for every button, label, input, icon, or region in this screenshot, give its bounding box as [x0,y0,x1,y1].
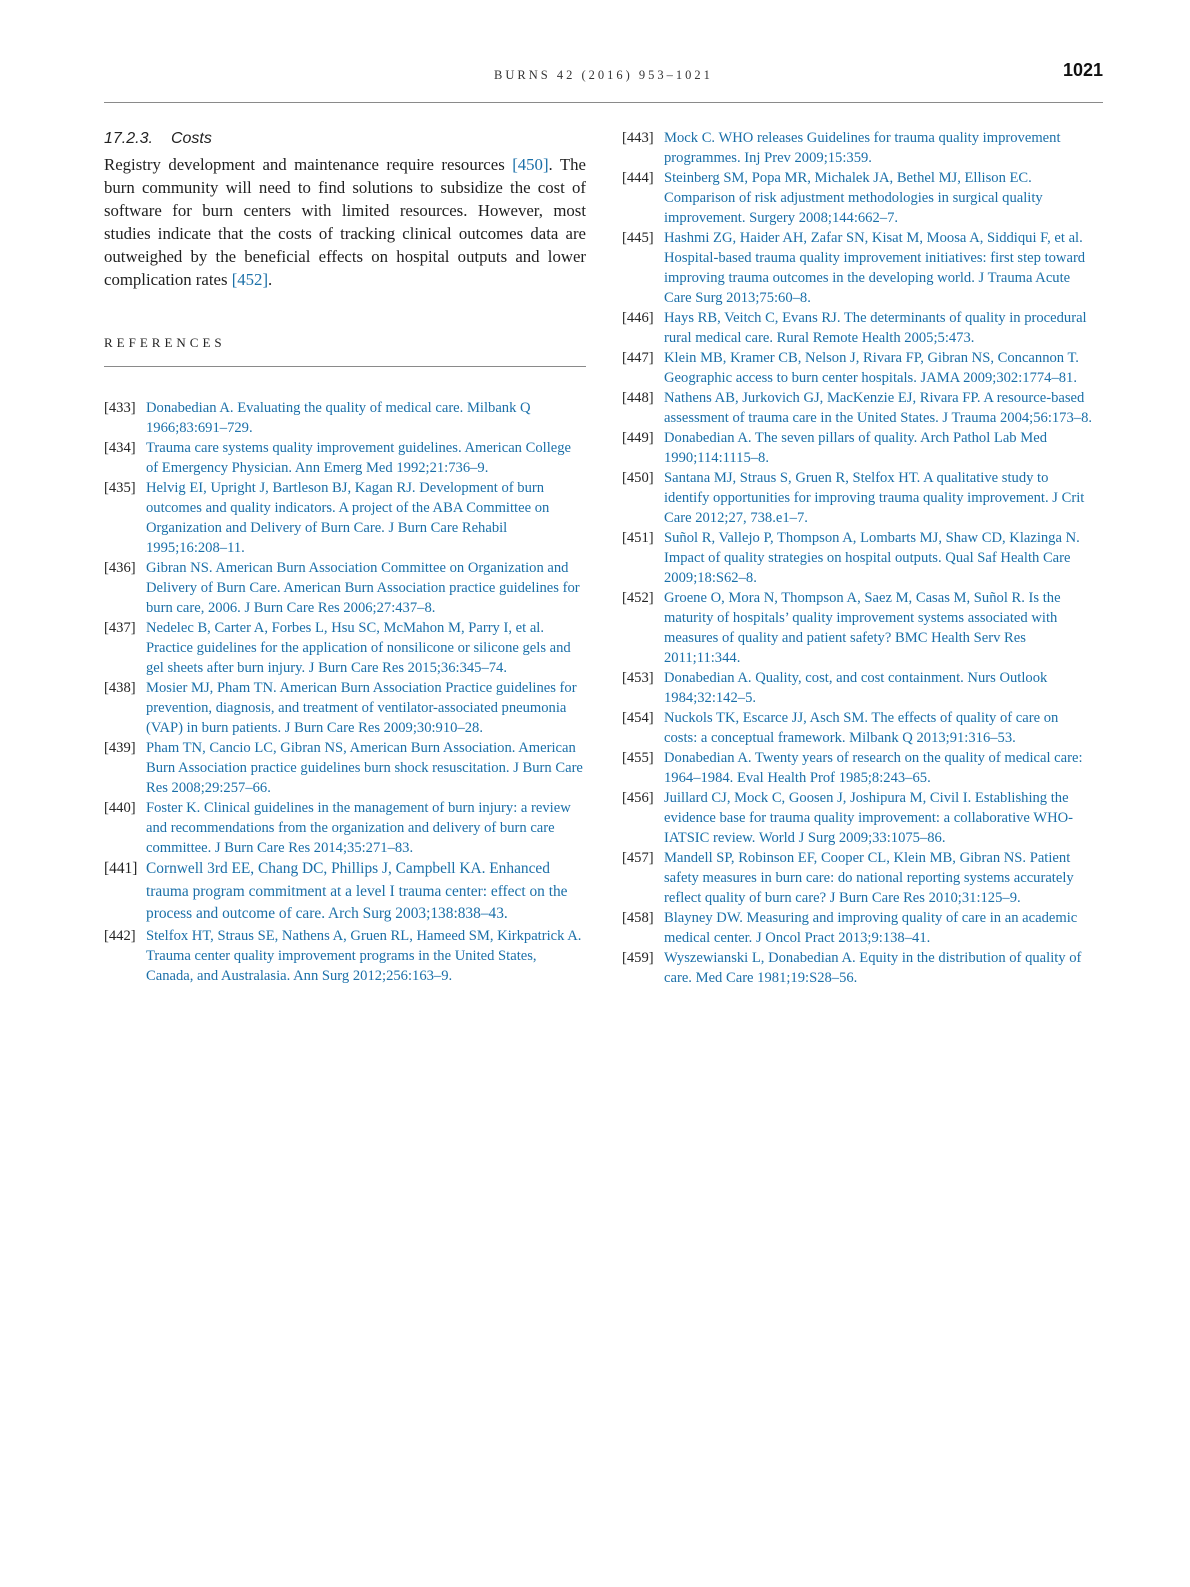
reference-link[interactable]: Steinberg SM, Popa MR, Michalek JA, Bethel MJ, Ellison EC. Comparison of risk adjustment methodologies in surgical quality improvement. Surgery 2008;144:662–7. [664,170,1043,226]
reference-number: [458] [622,910,654,926]
reference-item [622,848,1095,908]
section-title: Costs [170,130,212,147]
paragraph-text: . [268,270,273,289]
reference-number: [456] [622,790,654,806]
reference-number: [449] [622,430,654,446]
reference-item [104,478,586,558]
reference-item [622,388,1095,428]
reference-link[interactable]: Mandell SP, Robinson EF, Cooper CL, Klein MB, Gibran NS. Patient safety measures in burn care: do national reporting systems accurately reflect quality of burn care? J Burn Care Res 2010;31:125–9. [664,850,1074,906]
journal-running-head: BURNS 42 (2016) 953–1021 [494,68,713,82]
reference-item [104,398,586,438]
reference-item [104,558,586,618]
reference-number: [450] [622,470,654,486]
right-column [622,128,1095,988]
reference-link[interactable]: Suñol R, Vallejo P, Thompson A, Lombarts MJ, Shaw CD, Klazinga N. Impact of quality strategies on hospital outputs. Qual Saf Health Care 2009;18:S62–8. [664,530,1080,586]
reference-item [622,528,1095,588]
section-number: 17.2.3. [104,130,153,147]
reference-link[interactable]: Gibran NS. American Burn Association Committee on Organization and Delivery of Burn Care. American Burn Association practice guidelines for burn care, 2006. J Burn Care Res 2006;27:437–8. [146,560,580,616]
reference-item [622,788,1095,848]
reference-number: [457] [622,850,654,866]
reference-item [622,348,1095,388]
reference-link[interactable]: Donabedian A. Twenty years of research on the quality of medical care: 1964–1984. Eval Health Prof 1985;8:243–65. [664,750,1083,786]
paragraph-text: . The burn community will need to find solutions to subsidize the cost of software for burn centers with limited resources. However, most studies indicate that the costs of tracking clinical outcomes data are outweighed by the beneficial effects on hospital outputs and lower complication rates [104,155,586,289]
reference-number: [445] [622,230,654,246]
reference-number: [434] [104,440,136,456]
reference-number: [446] [622,310,654,326]
reference-item [622,128,1095,168]
reference-item [622,308,1095,348]
reference-number: [448] [622,390,654,406]
reference-link[interactable]: Hays RB, Veitch C, Evans RJ. The determinants of quality in procedural rural medical care. Rural Remote Health 2005;5:473. [664,310,1087,346]
reference-item [622,668,1095,708]
reference-number: [438] [104,680,136,696]
reference-number: [444] [622,170,654,186]
reference-number: [441] [104,860,138,877]
section-paragraph [104,153,586,291]
citation-link[interactable]: [452] [231,270,269,289]
reference-number: [436] [104,560,136,576]
reference-link[interactable]: Pham TN, Cancio LC, Gibran NS, American Burn Association. American Burn Association practice guidelines burn shock resuscitation. J Burn Care Res 2008;29:257–66. [146,740,583,796]
reference-number: [437] [104,620,136,636]
reference-link[interactable]: Nathens AB, Jurkovich GJ, MacKenzie EJ, Rivara FP. A resource-based assessment of trauma care in the United States. J Trauma 2004;56:173–8. [664,390,1093,426]
reference-link[interactable]: Nedelec B, Carter A, Forbes L, Hsu SC, McMahon M, Parry I, et al. Practice guidelines for the application of nonsilicone or silicone gels and gel sheets after burn injury. J Burn Care Res 2015;36:345–74. [146,620,571,676]
reference-link[interactable]: Donabedian A. Evaluating the quality of medical care. Milbank Q 1966;83:691–729. [146,400,531,436]
reference-item [622,588,1095,668]
reference-number: [452] [622,590,654,606]
reference-link[interactable]: Stelfox HT, Straus SE, Nathens A, Gruen RL, Hameed SM, Kirkpatrick A. Trauma center quality improvement programs in the United States, Canada, and Australasia. Ann Surg 2012;256:163–9. [146,927,582,984]
reference-item [104,618,586,678]
reference-number: [453] [622,670,654,686]
reference-item [104,798,586,858]
reference-number: [433] [104,400,136,416]
reference-link[interactable]: Donabedian A. The seven pillars of quality. Arch Pathol Lab Med 1990;114:1115–8. [664,430,1047,466]
reference-link[interactable]: Foster K. Clinical guidelines in the management of burn injury: a review and recommendations from the organization and delivery of burn care committee. J Burn Care Res 2014;35:271–83. [146,800,571,856]
reference-item [104,858,586,926]
reference-link[interactable]: Trauma care systems quality improvement guidelines. American College of Emergency Physician. Ann Emerg Med 1992;21:736–9. [146,440,572,476]
reference-number: [442] [104,927,136,944]
reference-link[interactable]: Groene O, Mora N, Thompson A, Saez M, Casas M, Suñol R. Is the maturity of hospitals’ quality improvement systems associated with measures of quality and patient safety? BMC Health Serv Res 2011;11:344. [664,590,1061,666]
page-number: 1021 [1062,60,1103,80]
section-heading [104,128,586,150]
reference-link[interactable]: Nuckols TK, Escarce JJ, Asch SM. The effects of quality of care on costs: a conceptual framework. Milbank Q 2013;91:316–53. [664,710,1059,746]
reference-link[interactable]: Klein MB, Kramer CB, Nelson J, Rivara FP, Gibran NS, Concannon T. Geographic access to burn center hospitals. JAMA 2009;302:1774–81. [664,350,1079,386]
reference-item [622,708,1095,748]
reference-number: [455] [622,750,654,766]
reference-item [622,948,1095,988]
reference-link[interactable]: Mosier MJ, Pham TN. American Burn Association Practice guidelines for prevention, diagnosis, and treatment of ventilator-associated pneumonia (VAP) in burn patients. J Burn Care Res 2009;30:910–28. [146,680,577,736]
page-header [104,56,1103,103]
citation-link[interactable]: [450] [512,155,549,174]
reference-link[interactable]: Donabedian A. Quality, cost, and cost containment. Nurs Outlook 1984;32:142–5. [664,670,1048,706]
reference-link[interactable]: Cornwell 3rd EE, Chang DC, Phillips J, Campbell KA. Enhanced trauma program commitment at a level I trauma center: effect on the process and outcome of care. Arch Surg 2003;138:838–43. [146,860,568,922]
reference-item [104,926,586,986]
reference-number: [451] [622,530,654,546]
reference-link[interactable]: Blayney DW. Measuring and improving quality of care in an academic medical center. J Oncol Pract 2013;9:138–41. [664,910,1078,946]
reference-link[interactable]: Wyszewianski L, Donabedian A. Equity in the distribution of quality of care. Med Care 1981;19:S28–56. [664,950,1082,986]
references-list-left [104,398,586,986]
reference-number: [443] [622,130,654,146]
reference-item [104,678,586,738]
reference-number: [440] [104,800,136,816]
reference-number: [454] [622,710,654,726]
reference-item [622,748,1095,788]
reference-number: [439] [104,740,136,756]
reference-item [622,908,1095,948]
reference-number: [459] [622,950,654,966]
references-heading: REFERENCES [104,335,586,367]
paragraph-text: Registry development and maintenance require resources [104,155,513,174]
reference-number: [447] [622,350,654,366]
reference-link[interactable]: Hashmi ZG, Haider AH, Zafar SN, Kisat M, Moosa A, Siddiqui F, et al. Hospital-based trauma quality improvement initiatives: first step toward improving trauma outcomes in the developing world. J Trauma Acute Care Surg 2013;75:60–8. [664,230,1086,306]
reference-item [104,738,586,798]
reference-link[interactable]: Juillard CJ, Mock C, Goosen J, Joshipura M, Civil I. Establishing the evidence base for trauma quality improvement: a collaborative WHO-IATSIC review. World J Surg 2009;33:1075–86. [664,790,1074,846]
references-list-right [622,128,1095,988]
reference-item [104,438,586,478]
reference-item [622,468,1095,528]
reference-number: [435] [104,480,136,496]
reference-link[interactable]: Helvig EI, Upright J, Bartleson BJ, Kagan RJ. Development of burn outcomes and quality indicators. A project of the ABA Committee on Organization and Delivery of Burn Care. J Burn Care Rehabil 1995;16:208–11. [146,480,550,556]
reference-item [622,428,1095,468]
reference-link[interactable]: Santana MJ, Straus S, Gruen R, Stelfox HT. A qualitative study to identify opportunities for improving trauma quality improvement. J Crit Care 2012;27, 738.e1–7. [664,470,1085,526]
reference-item [622,168,1095,228]
reference-item [622,228,1095,308]
reference-link[interactable]: Mock C. WHO releases Guidelines for trauma quality improvement programmes. Inj Prev 2009;15:359. [664,130,1061,166]
left-column [104,128,586,986]
